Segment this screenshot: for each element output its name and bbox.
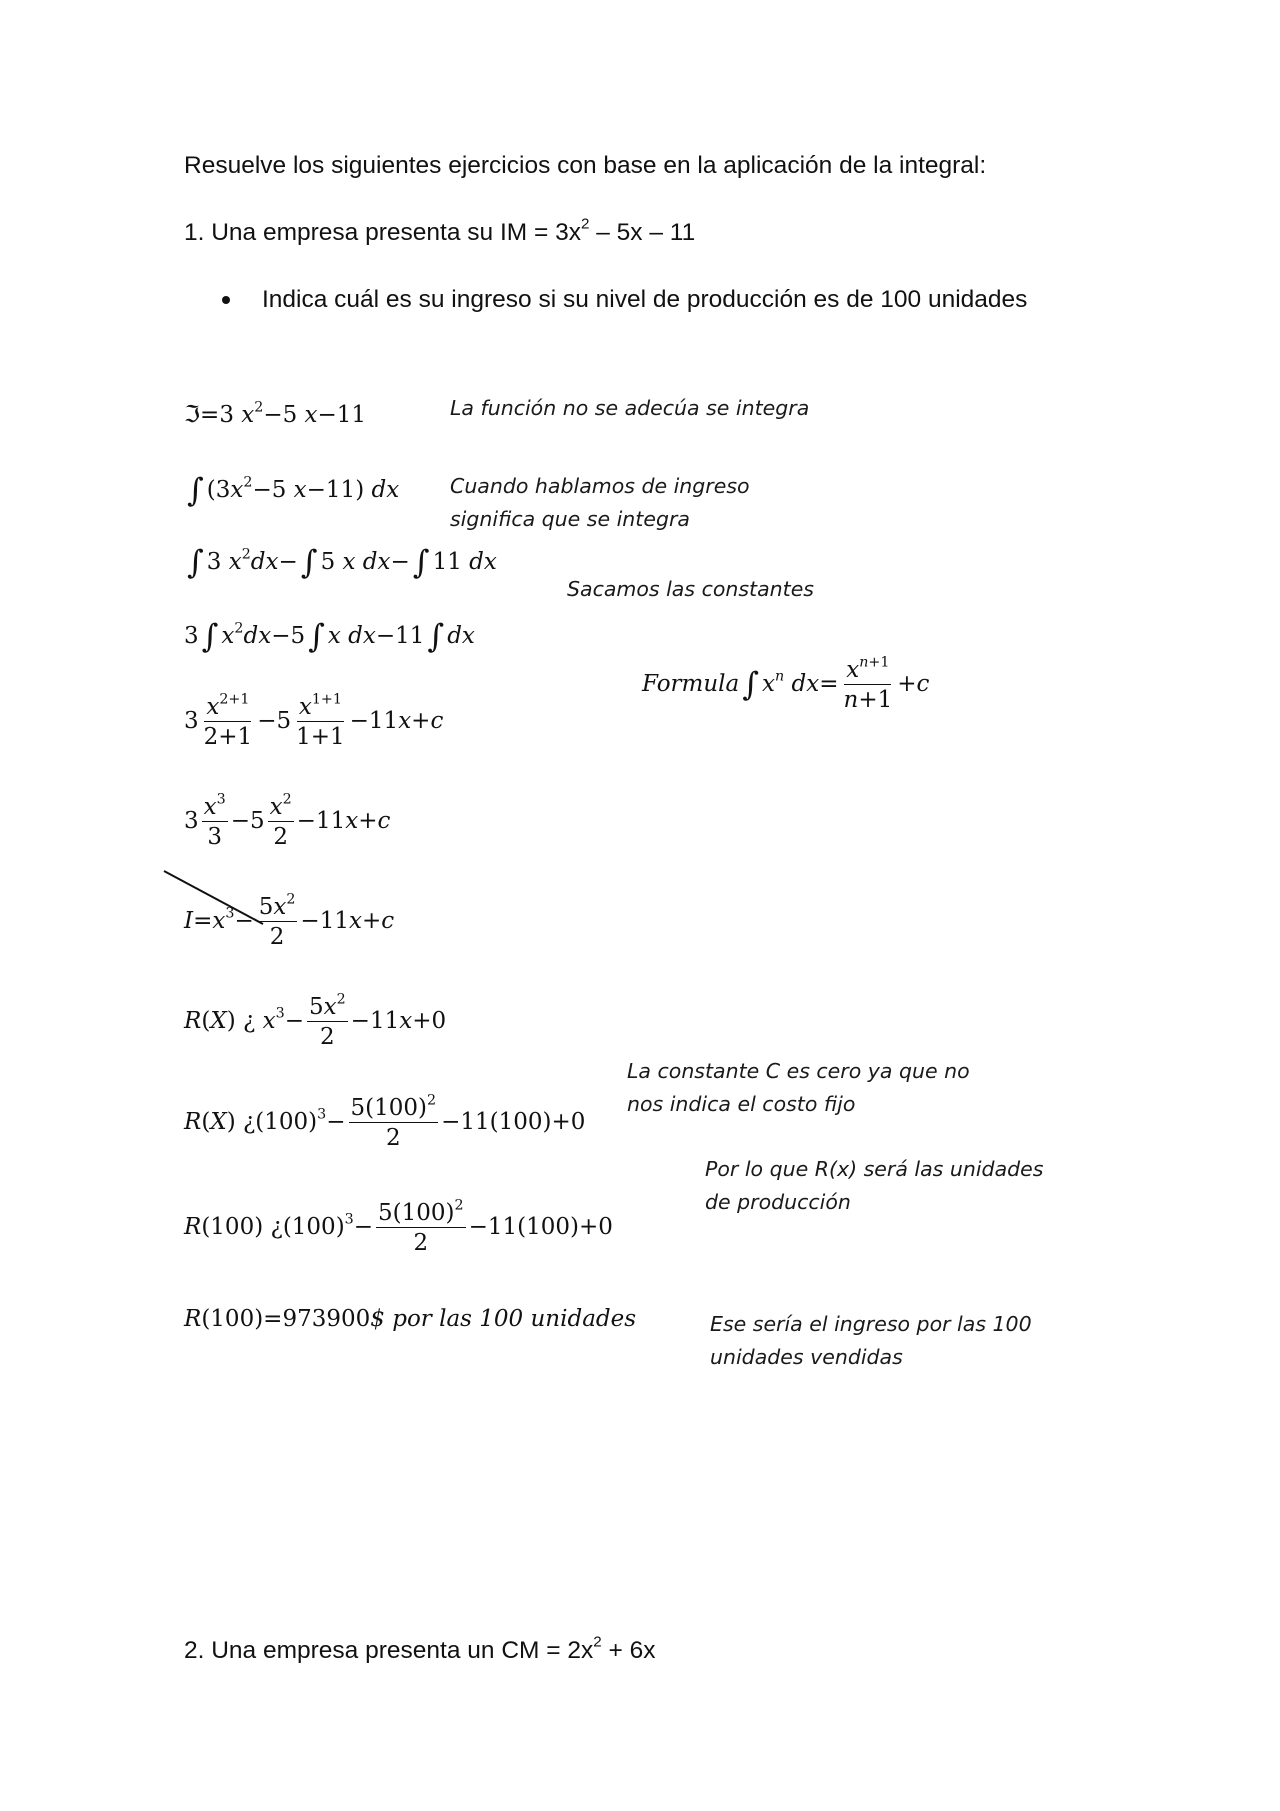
note-constants: Sacamos las constantes xyxy=(567,577,814,601)
exercise-2-prefix: 2. Una empresa presenta un CM = 2x xyxy=(184,1637,594,1664)
math-step-9: R(X) ¿$(100)^3-$ $\frac{5(100)^2}{2}$ −11(100)+0 xyxy=(184,1092,586,1152)
result-text: por las 100 unidades xyxy=(392,1306,637,1332)
exercise-1-statement: 1. Una empresa presenta su IM = $3x^2 - 5x - 11$ xyxy=(184,215,696,246)
exercise-1-suffix: – 5x – 11 xyxy=(589,219,696,246)
exercise-2-suffix: + 6x xyxy=(601,1637,656,1664)
intro-text: Resuelve los siguientes ejercicios con base en la aplicación de la integral: xyxy=(184,152,987,179)
math-step-8: R(X) ¿ $x^3-$ $\frac{5x^2}{2}$ −11x+0 xyxy=(184,991,447,1051)
exercise-1-prefix: 1. Una empresa presenta su IM = 3x xyxy=(184,219,581,246)
math-step-3: ∫ 3 $x^2dx-\int$ 5 x dx−∫ 11 dx xyxy=(187,543,497,581)
math-step-5: 3 $\frac{x^{2+1}}{2+1}$ −5 $\frac{x^{1+1}}{1+1}$ −11x+c xyxy=(184,691,444,751)
math-step-1: ℑ=3 $x^2-5$ x−11 xyxy=(184,399,367,428)
math-step-7: $I=x^3-$ $\frac{5x^2}{2}$ −11x+c xyxy=(184,891,395,951)
power-rule-formula: Formula∫ $x^n$ dx= $\frac{x^{n+1}}{n+1}$ +c xyxy=(642,654,930,714)
math-result: R(100)=973900$ por las 100 unidades xyxy=(184,1306,637,1332)
note-rx-line-1: Por lo que R(x) será las unidades xyxy=(705,1157,1044,1181)
bullet-icon xyxy=(222,296,230,304)
note-constant-c-line-2: nos indica el costo fijo xyxy=(627,1092,856,1116)
math-step-2: ∫ ($3x^2-5$ x−11) dx xyxy=(187,471,400,509)
exercise-2-statement: 2. Una empresa presenta un CM = $2x^2 + 6x$ xyxy=(184,1633,656,1664)
note-result-line-1: Ese sería el ingreso por las 100 xyxy=(710,1312,1032,1336)
result-value: 973900 xyxy=(282,1306,371,1332)
cancel-strike-line xyxy=(160,868,270,928)
note-ingreso-line-1: Cuando hablamos de ingreso xyxy=(450,474,750,498)
note-result-line-2: unidades vendidas xyxy=(710,1345,903,1369)
math-step-4: 3∫ $x^2dx-5\int$ x dx−11∫ dx xyxy=(184,617,475,655)
note-function-integrate: La función no se adecúa se integra xyxy=(450,396,810,420)
note-ingreso-line-2: significa que se integra xyxy=(450,507,690,531)
math-step-10: R(100) ¿$(100)^3-$ $\frac{5(100)^2}{2}$ −11(100)+0 xyxy=(184,1197,613,1257)
note-rx-line-2: de producción xyxy=(705,1190,851,1214)
note-constant-c-line-1: La constante C es cero ya que no xyxy=(627,1059,970,1083)
formula-label: Formula xyxy=(642,671,740,698)
math-step-6: 3 $\frac{x^3}{3}$ −5 $\frac{x^2}{2}$ −11x+c xyxy=(184,791,391,851)
exercise-1-question: Indica cuál es su ingreso si su nivel de producción es de 100 unidades xyxy=(262,286,1028,313)
result-currency: $ xyxy=(370,1306,385,1332)
